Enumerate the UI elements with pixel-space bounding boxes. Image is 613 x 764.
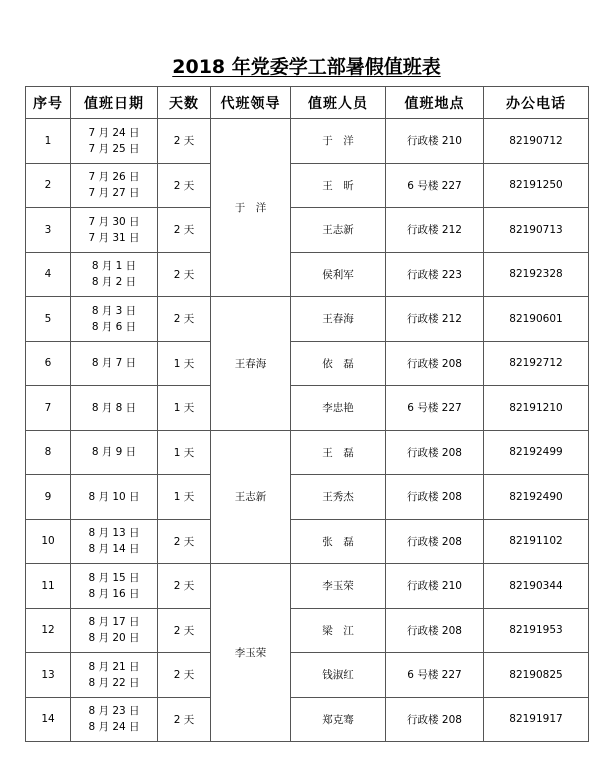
- duty-date-line: 8 月 21 日: [88, 660, 140, 673]
- duty-staff: 王 昕: [291, 163, 386, 208]
- duty-days: 2 天: [158, 519, 211, 564]
- duty-days: 2 天: [158, 297, 211, 342]
- row-number: 4: [26, 252, 71, 297]
- duty-date-line: 7 月 31 日: [88, 231, 140, 244]
- table-row: [26, 386, 589, 431]
- row-number: 11: [26, 564, 71, 609]
- duty-leader: 于 洋: [211, 119, 291, 297]
- row-number: 14: [26, 697, 71, 742]
- table-row: [26, 430, 589, 475]
- duty-staff: 侯利军: [291, 252, 386, 297]
- duty-staff: 王秀杰: [291, 475, 386, 520]
- duty-date: [71, 341, 158, 386]
- duty-date-line: 8 月 24 日: [88, 721, 140, 734]
- duty-date-line: 8 月 7 日: [91, 357, 137, 370]
- duty-days: 2 天: [158, 564, 211, 609]
- duty-place: 行政楼 208: [386, 341, 484, 386]
- row-number: 7: [26, 386, 71, 431]
- duty-leader: 王春海: [211, 297, 291, 431]
- duty-date-line: 7 月 27 日: [88, 187, 140, 200]
- duty-place: 行政楼 212: [386, 297, 484, 342]
- duty-staff: 依 磊: [291, 341, 386, 386]
- duty-staff: 王志新: [291, 208, 386, 253]
- duty-date-line: 7 月 26 日: [88, 171, 140, 184]
- office-phone: 82191210: [484, 386, 589, 431]
- row-number: 10: [26, 519, 71, 564]
- office-phone: 82191102: [484, 519, 589, 564]
- duty-date: [71, 519, 158, 564]
- duty-days: 2 天: [158, 252, 211, 297]
- row-number: 1: [26, 119, 71, 164]
- duty-place: 行政楼 208: [386, 697, 484, 742]
- office-phone: 82191953: [484, 608, 589, 653]
- duty-date: [71, 430, 158, 475]
- office-phone: 82190825: [484, 653, 589, 698]
- duty-place: 行政楼 210: [386, 564, 484, 609]
- office-phone: 82192499: [484, 430, 589, 475]
- table-row: [26, 653, 589, 698]
- duty-table: [25, 86, 589, 742]
- duty-date-line: 8 月 1 日: [91, 260, 137, 273]
- header-date: 值班日期: [71, 87, 158, 119]
- duty-place: 行政楼 223: [386, 252, 484, 297]
- duty-date-line: 7 月 30 日: [88, 215, 140, 228]
- duty-place: 6 号楼 227: [386, 653, 484, 698]
- duty-date-line: 8 月 22 日: [88, 676, 140, 689]
- duty-days: 1 天: [158, 386, 211, 431]
- duty-date-line: 8 月 17 日: [88, 616, 140, 629]
- table-row: [26, 119, 589, 164]
- duty-staff: 李忠艳: [291, 386, 386, 431]
- office-phone: 82190344: [484, 564, 589, 609]
- duty-days: 2 天: [158, 608, 211, 653]
- row-number: 6: [26, 341, 71, 386]
- duty-staff: 王春海: [291, 297, 386, 342]
- header-phone: 办公电话: [484, 87, 589, 119]
- duty-date-line: 8 月 10 日: [88, 490, 140, 503]
- duty-place: 行政楼 208: [386, 519, 484, 564]
- office-phone: 82191917: [484, 697, 589, 742]
- duty-days: 2 天: [158, 208, 211, 253]
- duty-staff: 张 磊: [291, 519, 386, 564]
- row-number: 8: [26, 430, 71, 475]
- duty-staff: 梁 江: [291, 608, 386, 653]
- office-phone: 82190601: [484, 297, 589, 342]
- duty-date-line: 8 月 2 日: [91, 276, 137, 289]
- duty-date: [71, 163, 158, 208]
- header-days: 天数: [158, 87, 211, 119]
- duty-date-line: 8 月 6 日: [91, 320, 137, 333]
- duty-place: 行政楼 208: [386, 475, 484, 520]
- duty-days: 1 天: [158, 430, 211, 475]
- duty-place: 行政楼 210: [386, 119, 484, 164]
- duty-staff: 钱淑红: [291, 653, 386, 698]
- duty-date: [71, 697, 158, 742]
- office-phone: 82190713: [484, 208, 589, 253]
- office-phone: 82191250: [484, 163, 589, 208]
- duty-date: [71, 297, 158, 342]
- duty-date: [71, 386, 158, 431]
- office-phone: 82192490: [484, 475, 589, 520]
- duty-date: [71, 608, 158, 653]
- duty-days: 1 天: [158, 475, 211, 520]
- table-row: [26, 297, 589, 342]
- row-number: 5: [26, 297, 71, 342]
- duty-place: 6 号楼 227: [386, 386, 484, 431]
- table-row: [26, 608, 589, 653]
- header-row: [26, 87, 589, 119]
- duty-leader: 李玉荣: [211, 564, 291, 742]
- duty-date: [71, 564, 158, 609]
- duty-days: 2 天: [158, 697, 211, 742]
- office-phone: 82192328: [484, 252, 589, 297]
- duty-staff: 于 洋: [291, 119, 386, 164]
- duty-days: 2 天: [158, 119, 211, 164]
- header-staff: 值班人员: [291, 87, 386, 119]
- duty-leader: 王志新: [211, 430, 291, 564]
- office-phone: 82190712: [484, 119, 589, 164]
- row-number: 2: [26, 163, 71, 208]
- row-number: 13: [26, 653, 71, 698]
- duty-days: 2 天: [158, 163, 211, 208]
- duty-date-line: 8 月 13 日: [88, 527, 140, 540]
- table-row: [26, 341, 589, 386]
- row-number: 12: [26, 608, 71, 653]
- table-row: [26, 475, 589, 520]
- duty-date-line: 7 月 25 日: [88, 142, 140, 155]
- table-row: [26, 163, 589, 208]
- header-place: 值班地点: [386, 87, 484, 119]
- row-number: 3: [26, 208, 71, 253]
- duty-place: 6 号楼 227: [386, 163, 484, 208]
- duty-date-line: 8 月 8 日: [91, 401, 137, 414]
- duty-date-line: 8 月 14 日: [88, 543, 140, 556]
- duty-date-line: 8 月 16 日: [88, 587, 140, 600]
- duty-date-line: 8 月 23 日: [88, 705, 140, 718]
- duty-staff: 王 磊: [291, 430, 386, 475]
- duty-date: [71, 475, 158, 520]
- duty-date: [71, 119, 158, 164]
- table-body: [26, 119, 589, 742]
- row-number: 9: [26, 475, 71, 520]
- duty-date-line: 8 月 20 日: [88, 632, 140, 645]
- duty-date-line: 8 月 15 日: [88, 571, 140, 584]
- duty-date-line: 7 月 24 日: [88, 126, 140, 139]
- table-row: [26, 564, 589, 609]
- header-no: 序号: [26, 87, 71, 119]
- duty-date: [71, 252, 158, 297]
- duty-staff: 郑克骞: [291, 697, 386, 742]
- duty-date-line: 8 月 3 日: [91, 304, 137, 317]
- header-leader: 代班领导: [211, 87, 291, 119]
- duty-place: 行政楼 208: [386, 430, 484, 475]
- duty-place: 行政楼 212: [386, 208, 484, 253]
- duty-place: 行政楼 208: [386, 608, 484, 653]
- duty-days: 1 天: [158, 341, 211, 386]
- page-title: 2018 年党委学工部暑假值班表: [172, 56, 441, 78]
- duty-date: [71, 208, 158, 253]
- duty-date-line: 8 月 9 日: [91, 446, 137, 459]
- table-row: [26, 697, 589, 742]
- table-row: [26, 208, 589, 253]
- table-row: [26, 252, 589, 297]
- duty-staff: 李玉荣: [291, 564, 386, 609]
- table-row: [26, 519, 589, 564]
- office-phone: 82192712: [484, 341, 589, 386]
- duty-date: [71, 653, 158, 698]
- duty-days: 2 天: [158, 653, 211, 698]
